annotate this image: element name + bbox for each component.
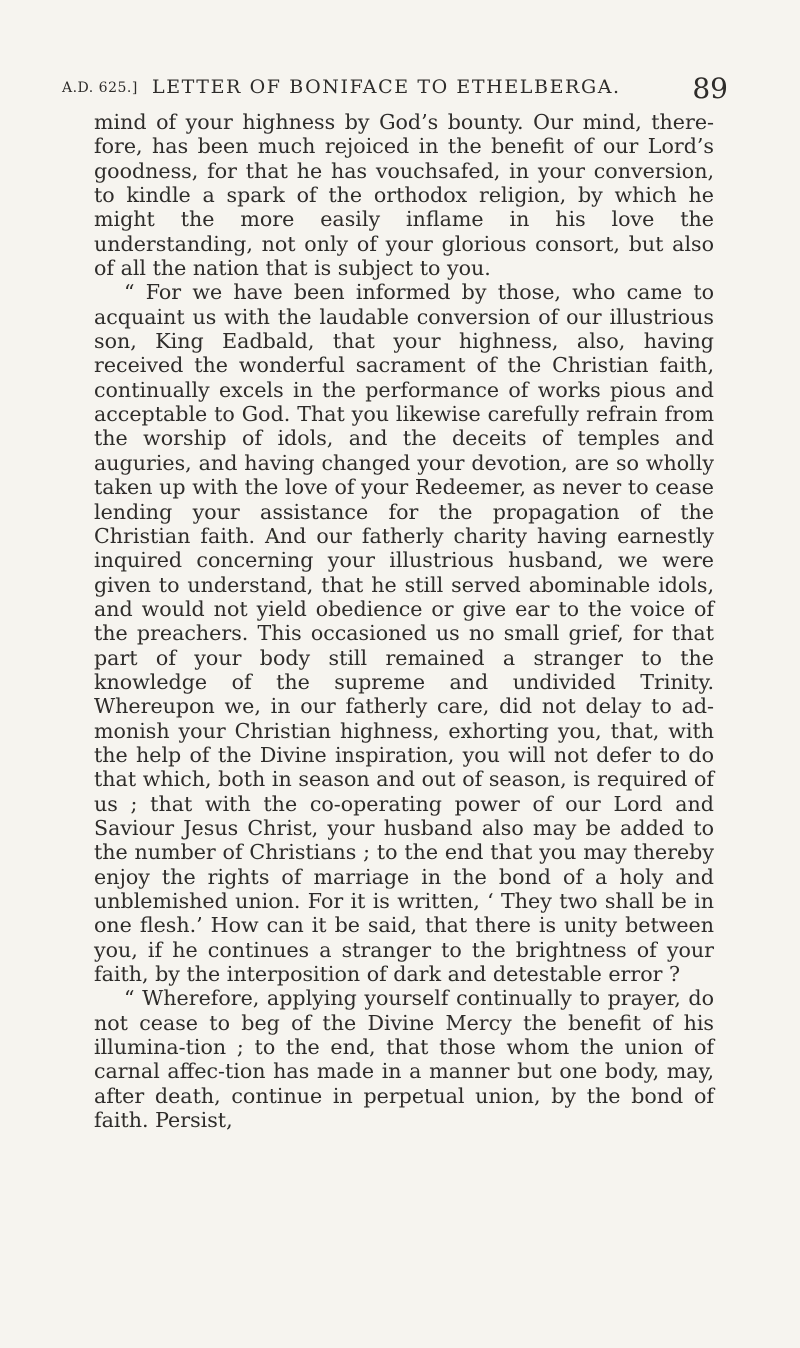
body-text	[94, 110, 714, 1132]
running-head	[62, 52, 728, 105]
paragraph: “ For we have been informed by those, who came to acquaint us with the laudable conversion of our illustrious son, King Eadbald, that your highness, also, having received the wonderful sacrament of the Christian faith, continually excels in the performance of works pious and acceptable to God. That you likewise carefully refrain from the worship of idols, and the deceits of temples and auguries, and having changed your devotion, are so wholly taken up with the love of your Redeemer, as never to cease lending your assistance for the propagation of the Christian faith. And our fatherly charity having earnestly inquired concerning your illustrious husband, we were given to understand, that he still served abominable idols, and would not yield obedience or give ear to the voice of the preachers. This occasioned us no small grief, for that part of your body still remained a stranger to the knowledge of the supreme and undivided Trinity. Whereupon we, in our fatherly care, did not delay to ad-monish your Christian highness, exhorting you, that, with the help of the Divine inspiration, you will not defer to do that which, both in season and out of season, is required of us ; that with the co-operating power of our Lord and Saviour Jesus Christ, your husband also may be added to the number of Christians ; to the end that you may thereby enjoy the rights of marriage in the bond of a holy and unblemished union. For it is written, ‘ They two shall be in one flesh.’ How can it be said, that there is unity between you, if he continues a stranger to the brightness of your faith, by the interposition of dark and detestable error ?	[94, 280, 714, 987]
paragraph: “ Wherefore, applying yourself continually to prayer, do not cease to beg of the Divine Mercy the benefit of his illumina-tion ; to the end, that those whom the union of carnal affec-tion has made in a manner but one body, may, after death, continue in perpetual union, by the bond of faith. Persist,	[94, 986, 714, 1133]
page-number: 89	[692, 72, 728, 105]
running-head-title: LETTER OF BONIFACE TO ETHELBERGA.	[152, 76, 621, 98]
paragraph: mind of your highness by God’s bounty. Our mind, there-fore, has been much rejoiced in the benefit of our Lord’s goodness, for that he has vouchsafed, in your conversion, to kindle a spark of the orthodox religion, by which he might the more easily inflame in his love the understanding, not only of your glorious consort, but also of all the nation that is subject to you.	[94, 110, 714, 281]
running-head-date: A.D. 625.]	[62, 80, 138, 96]
